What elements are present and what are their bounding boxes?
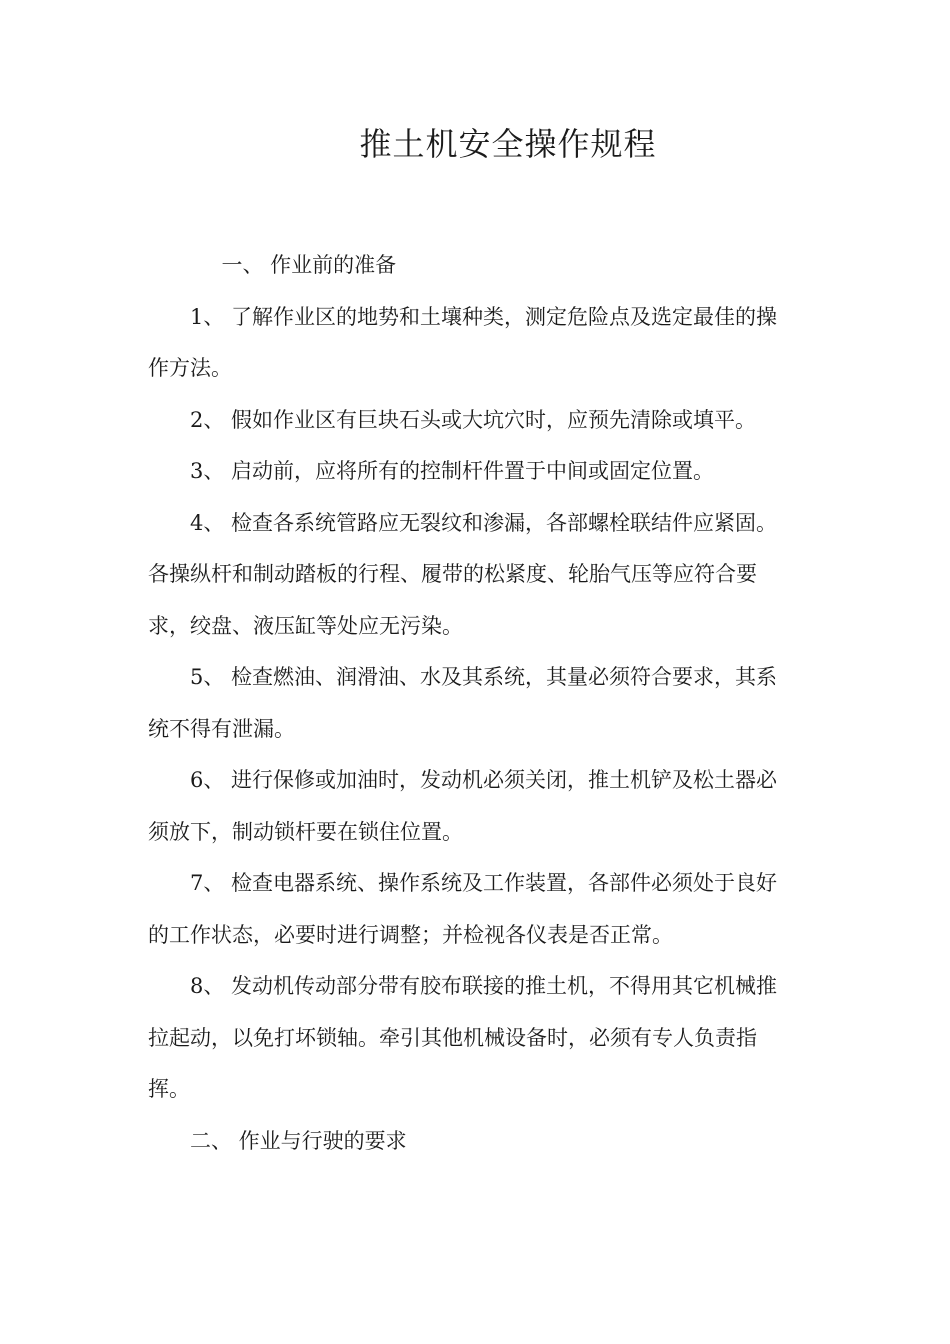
list-item-3: 3、 启动前，应将所有的控制杆件置于中间或固定位置。 (190, 459, 715, 483)
document-body (148, 240, 796, 1167)
section-heading-1: 一、 作业前的准备 (221, 253, 397, 277)
document-title: 推土机安全操作规程 (359, 125, 657, 163)
list-item-1: 1、 了解作业区的地势和土壤种类，测定危险点及选定最佳的操作方法。 (148, 304, 778, 380)
list-item-6: 6、 进行保修或加油时，发动机必须关闭，推土机铲及松土器必须放下，制动锁杆要在锁住位置。 (148, 768, 778, 844)
list-item-5: 5、 检查燃油、润滑油、水及其系统，其量必须符合要求，其系统不得有泄漏。 (148, 665, 778, 741)
list-item-8: 8、 发动机传动部分带有胶布联接的推土机，不得用其它机械推拉起动，以免打坏锁轴。牵引其他机械设备时，必须有专人负责指挥。 (148, 974, 778, 1101)
section-heading-2: 二、 作业与行驶的要求 (190, 1128, 407, 1153)
list-item-4: 4、 检查各系统管路应无裂纹和渗漏，各部螺栓联结件应紧固。各操纵杆和制动踏板的行程、履带的松紧度、轮胎气压等应符合要求，绞盘、液压缸等处应无污染。 (148, 510, 778, 638)
list-item-2: 2、 假如作业区有巨块石头或大坑穴时，应预先清除或填平。 (190, 407, 757, 432)
list-item-7: 7、 检查电器系统、操作系统及工作装置，各部件必须处于良好的工作状态，必要时进行调整；并检视各仪表是否正常。 (148, 871, 778, 947)
